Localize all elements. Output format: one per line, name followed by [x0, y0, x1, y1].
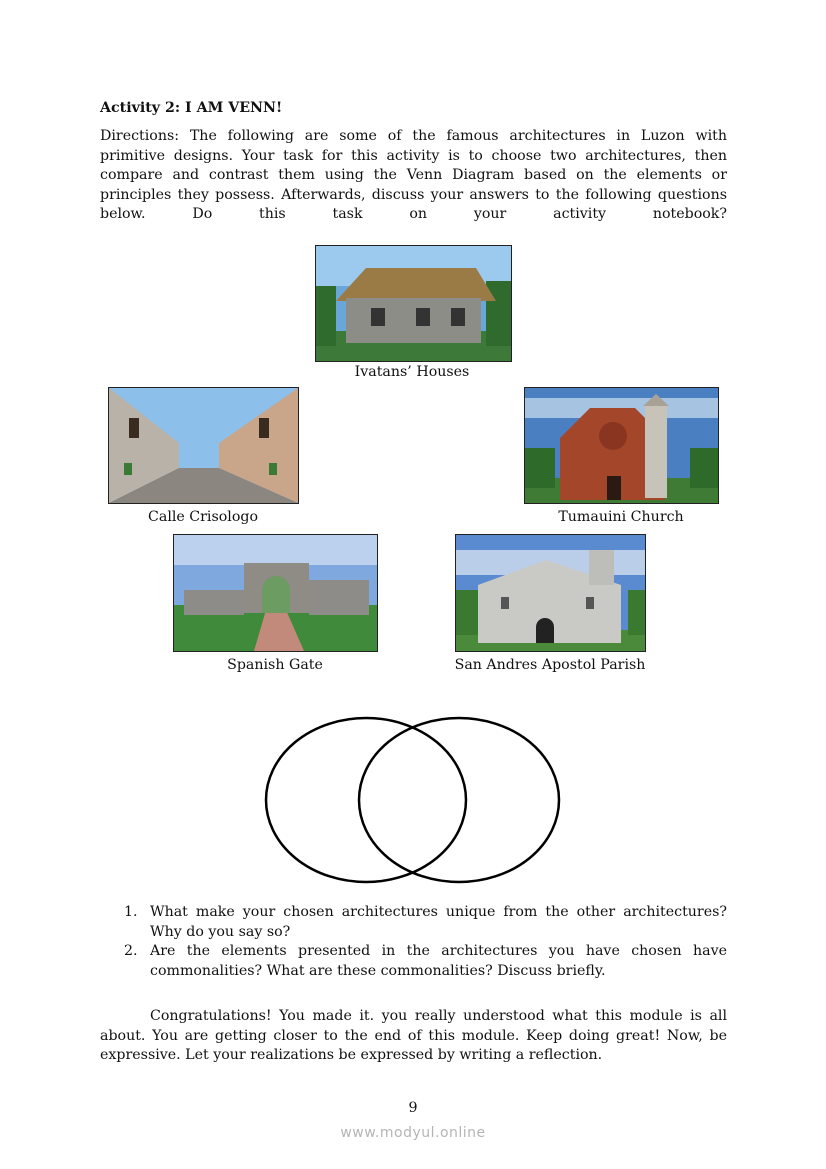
venn-circle-left [266, 718, 466, 882]
caption-tumauini-church: Tumauini Church [558, 509, 684, 525]
page-number: 9 [408, 1100, 418, 1116]
caption-spanish-gate: Spanish Gate [227, 657, 323, 673]
watermark: www.modyul.online [340, 1125, 486, 1141]
san-andres-parish-image [455, 534, 646, 652]
question-number: 2. [124, 943, 138, 960]
caption-ivatans-houses: Ivatans’ Houses [354, 364, 470, 380]
caption-calle-crisologo: Calle Crisologo [148, 509, 258, 525]
question-number: 1. [124, 904, 138, 920]
question-item [100, 903, 727, 942]
question-item [100, 942, 727, 981]
activity-title: Activity 2: I AM VENN! [100, 100, 283, 116]
ivatans-houses-image [315, 245, 512, 362]
question-text: Are the elements presented in the architectures you have chosen have commonalities? What are these commonalities? Discuss briefly. [150, 943, 727, 979]
question-text: What make your chosen architectures unique from the other architectures? Why do you say so? [150, 904, 727, 940]
calle-crisologo-image [108, 387, 299, 504]
caption-san-andres-parish: San Andres Apostol Parish [454, 657, 646, 673]
closing-paragraph: Congratulations! You made it. you really understood what this module is all about. You are getting closer to the end of this module. Keep doing great! Now, be expressive. Let your realizations be expressed by writing a reflection. [100, 1008, 727, 1064]
questions-list [100, 903, 727, 981]
venn-diagram [255, 708, 575, 893]
venn-circle-right [359, 718, 559, 882]
tumauini-church-image [524, 387, 719, 504]
directions-paragraph: Directions: The following are some of the famous architectures in Luzon with primitive designs. Your task for this activity is to choose two architectures, then compare and contrast them using the Venn Diagram based on the elements or principles they possess. Afterwards, discuss your answers to the following questions below. Do this task on your activity notebook? [100, 128, 727, 223]
spanish-gate-image [173, 534, 378, 652]
